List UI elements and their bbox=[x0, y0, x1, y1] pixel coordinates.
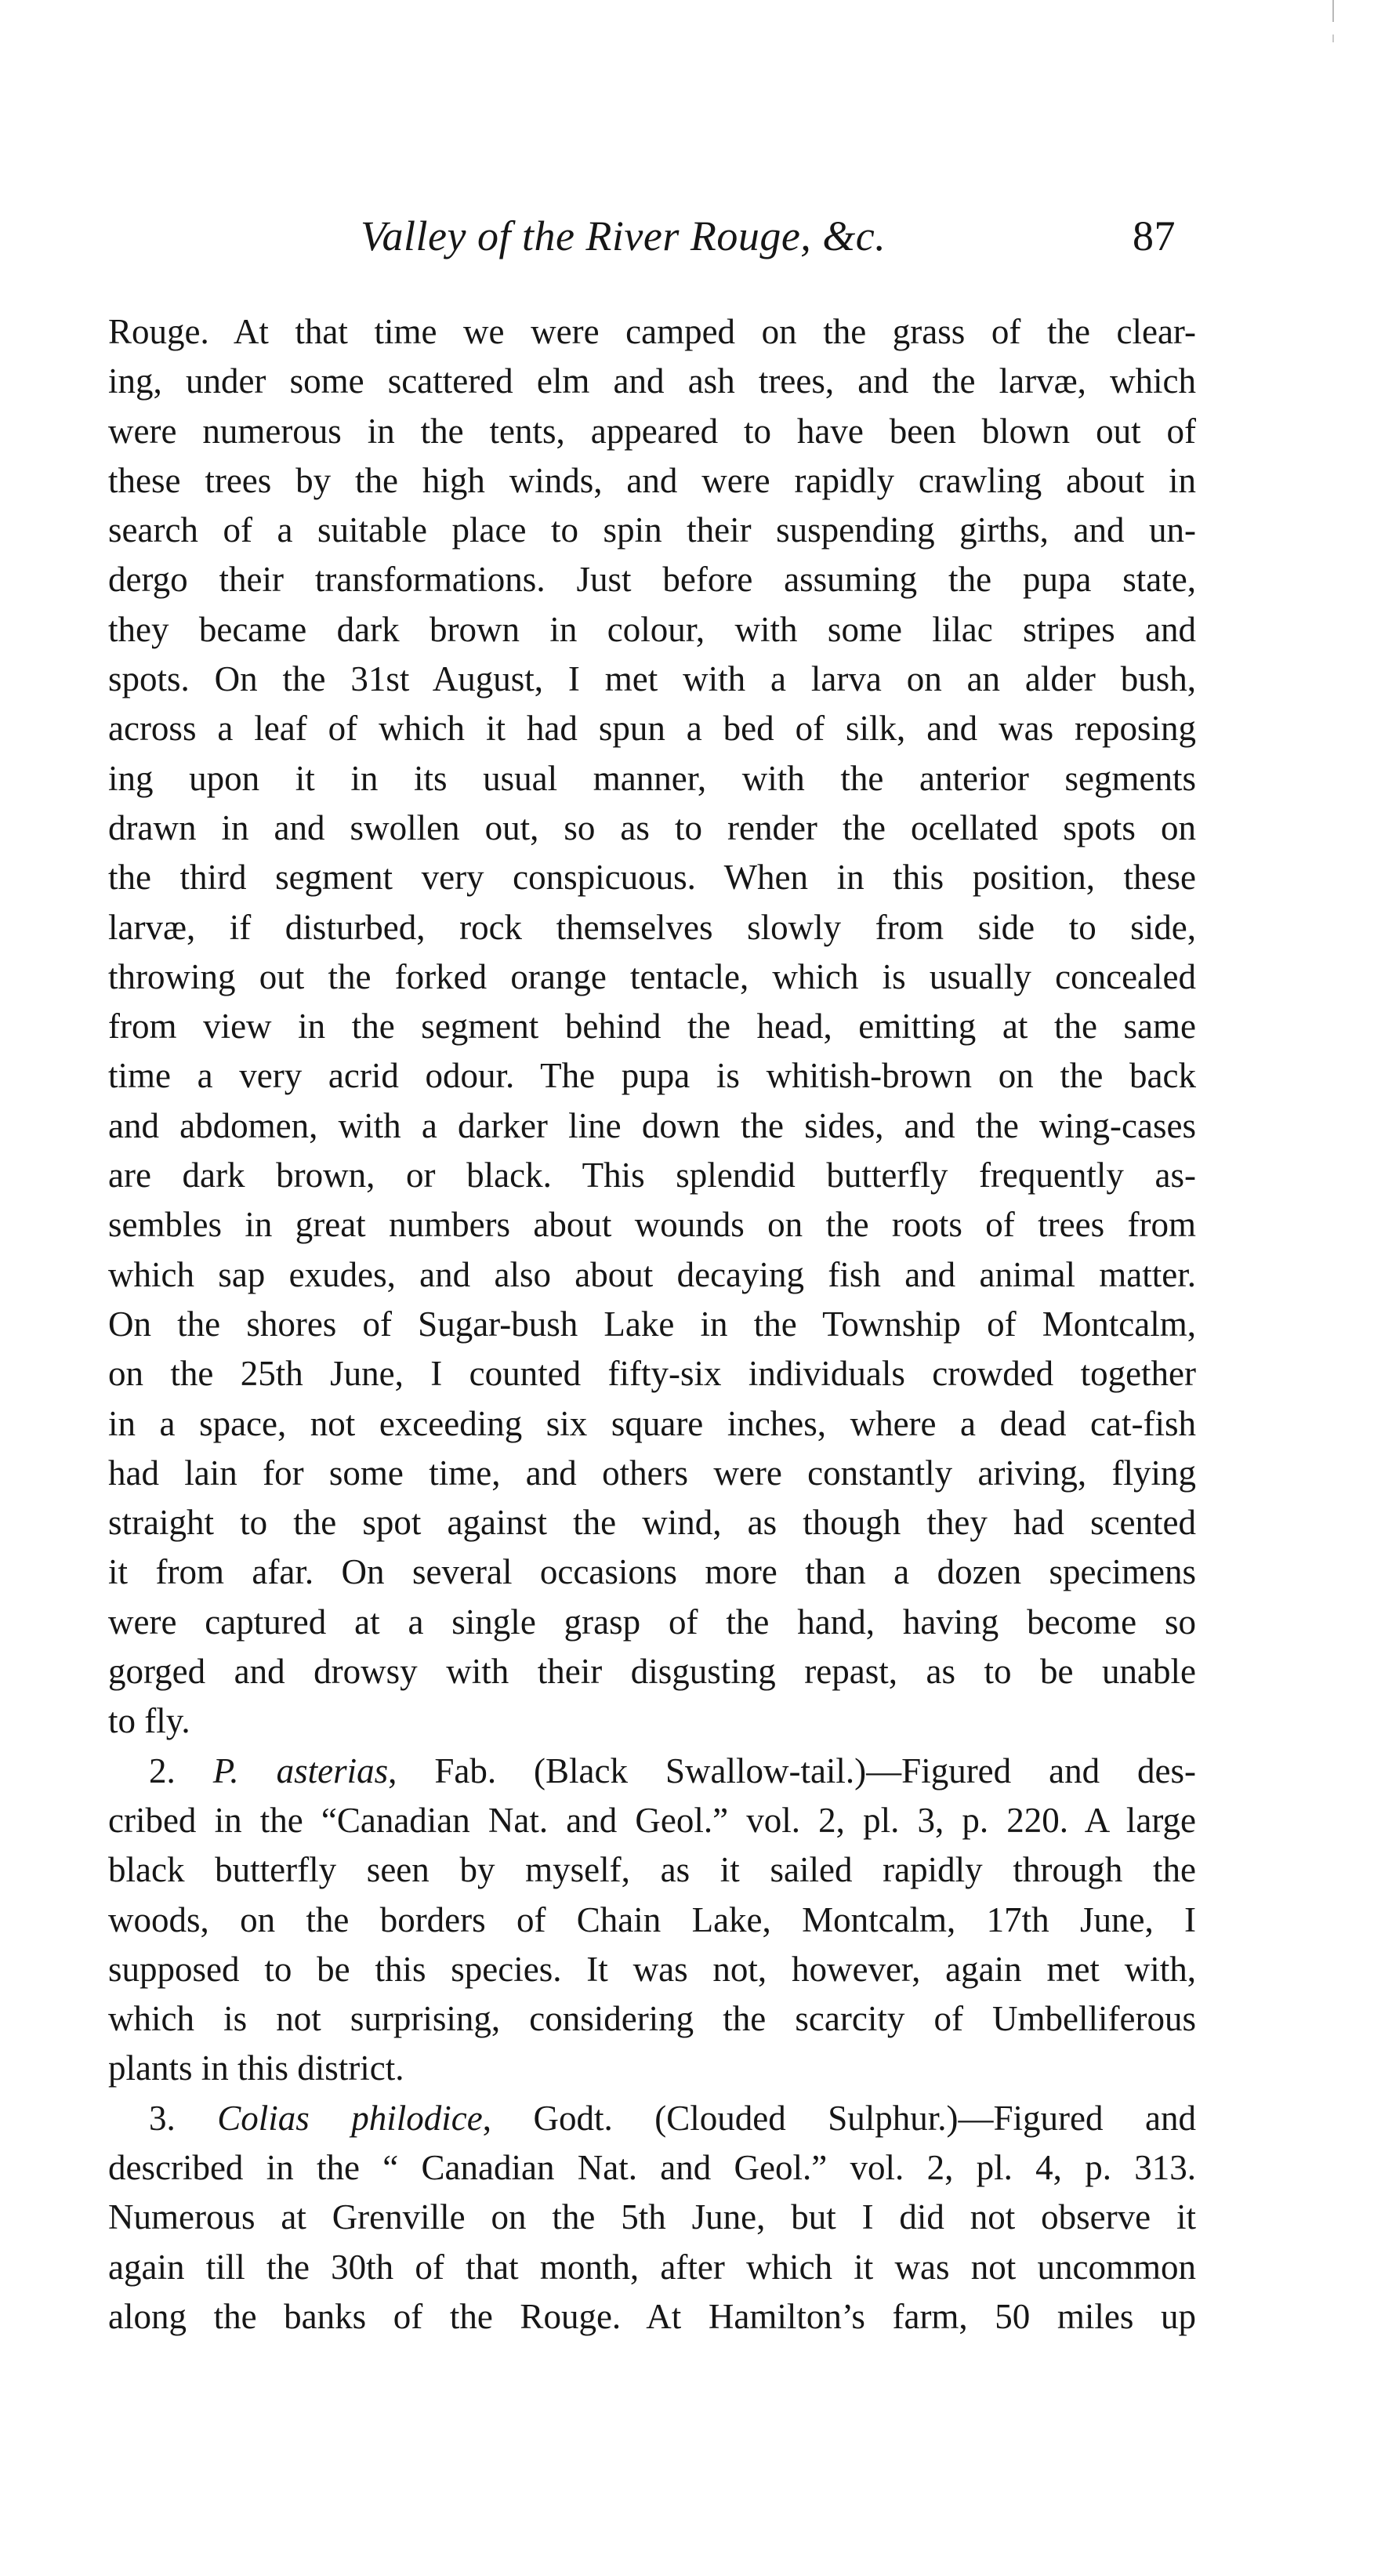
text-line: On the shores of Sugar-bush Lake in the Township of Montcalm, bbox=[108, 1304, 1196, 1344]
text-line: ing, under some scattered elm and ash trees, and the larvæ, which bbox=[108, 361, 1196, 401]
text-line: were numerous in the tents, appeared to have been blown out of bbox=[108, 411, 1196, 451]
text-line: throwing out the forked orange tentacle, which is usually concealed bbox=[108, 956, 1196, 996]
running-title: Valley of the River Rouge, &c. bbox=[361, 212, 886, 259]
text-line: and abdomen, with a darker line down the sides, and the wing-cases bbox=[108, 1105, 1196, 1145]
species-number: 2. bbox=[149, 1751, 213, 1791]
species-number: 3. bbox=[149, 2098, 218, 2138]
text-line: again till the 30th of that month, after which it was not uncommon bbox=[108, 2247, 1196, 2287]
text-line: time a very acrid odour. The pupa is whitish-brown on the back bbox=[108, 1056, 1196, 1096]
text-line: spots. On the 31st August, I met with a larva on an alder bush, bbox=[108, 659, 1196, 699]
text-line: to fly. bbox=[108, 1701, 190, 1741]
text-line: cribed in the “Canadian Nat. and Geol.” vol. 2, pl. 3, p. 220. A large bbox=[108, 1800, 1196, 1840]
text-line: along the banks of the Rouge. At Hamilton’s farm, 50 miles up bbox=[108, 2296, 1196, 2336]
species-name: Colias philodice bbox=[217, 2098, 483, 2138]
page-number: 87 bbox=[1133, 212, 1176, 259]
species-description: , Fab. (Black Swallow-tail.)—Figured and des- bbox=[388, 1751, 1196, 1791]
species-description: , Godt. (Clouded Sulphur.)—Figured and bbox=[482, 2098, 1196, 2138]
text-line: they became dark brown in colour, with some lilac stripes and bbox=[108, 609, 1196, 649]
text-line: search of a suitable place to spin their suspending girths, and un- bbox=[108, 510, 1196, 550]
text-line: ing upon it in its usual manner, with the anterior segments bbox=[108, 758, 1196, 798]
text-line: Numerous at Grenville on the 5th June, but I did not observe it bbox=[108, 2197, 1196, 2237]
text-line: were captured at a single grasp of the hand, having become so bbox=[108, 1602, 1196, 1642]
text-line: sembles in great numbers about wounds on the roots of trees from bbox=[108, 1205, 1196, 1245]
text-line: which sap exudes, and also about decaying fish and animal matter. bbox=[108, 1254, 1196, 1294]
text-line: straight to the spot against the wind, as though they had scented bbox=[108, 1503, 1196, 1543]
text-line: woods, on the borders of Chain Lake, Montcalm, 17th June, I bbox=[108, 1899, 1196, 1939]
text-line: on the 25th June, I counted fifty-six individuals crowded together bbox=[108, 1354, 1196, 1394]
page-edge-mark bbox=[1332, 0, 1334, 22]
text-line: gorged and drowsy with their disgusting repast, as to be unable bbox=[108, 1652, 1196, 1692]
text-line: across a leaf of which it had spun a bed of silk, and was reposing bbox=[108, 709, 1196, 749]
text-line: Rouge. At that time we were camped on the grass of the clear- bbox=[108, 312, 1196, 351]
text-line: from view in the segment behind the head, emitting at the same bbox=[108, 1007, 1196, 1047]
text-line-species-3 bbox=[108, 2094, 1196, 2143]
text-line: which is not surprising, considering the scarcity of Umbelliferous bbox=[108, 1999, 1196, 2039]
body-text bbox=[108, 307, 1196, 2342]
text-line: plants in this district. bbox=[108, 2048, 404, 2088]
text-line: dergo their transformations. Just before assuming the pupa state, bbox=[108, 560, 1196, 600]
text-line: are dark brown, or black. This splendid butterfly frequently as- bbox=[108, 1156, 1196, 1195]
text-line: the third segment very conspicuous. When in this position, these bbox=[108, 858, 1196, 898]
text-line: had lain for some time, and others were constantly ariving, flying bbox=[108, 1453, 1196, 1493]
running-head bbox=[361, 212, 1176, 267]
text-line: in a space, not exceeding six square inches, where a dead cat-fish bbox=[108, 1403, 1196, 1443]
text-line: supposed to be this species. It was not, however, again met with, bbox=[108, 1949, 1196, 1989]
text-line: black butterfly seen by myself, as it sailed rapidly through the bbox=[108, 1850, 1196, 1890]
text-line: larvæ, if disturbed, rock themselves slowly from side to side, bbox=[108, 907, 1196, 947]
text-line: described in the “ Canadian Nat. and Geol.” vol. 2, pl. 4, p. 313. bbox=[108, 2147, 1196, 2187]
text-line-species-2 bbox=[108, 1747, 1196, 1796]
page-edge-mark bbox=[1332, 34, 1334, 42]
text-line: these trees by the high winds, and were rapidly crawling about in bbox=[108, 460, 1196, 500]
species-name: P. asterias bbox=[212, 1751, 389, 1791]
text-line: it from afar. On several occasions more than a dozen specimens bbox=[108, 1552, 1196, 1592]
text-line: drawn in and swollen out, so as to render the ocellated spots on bbox=[108, 807, 1196, 847]
